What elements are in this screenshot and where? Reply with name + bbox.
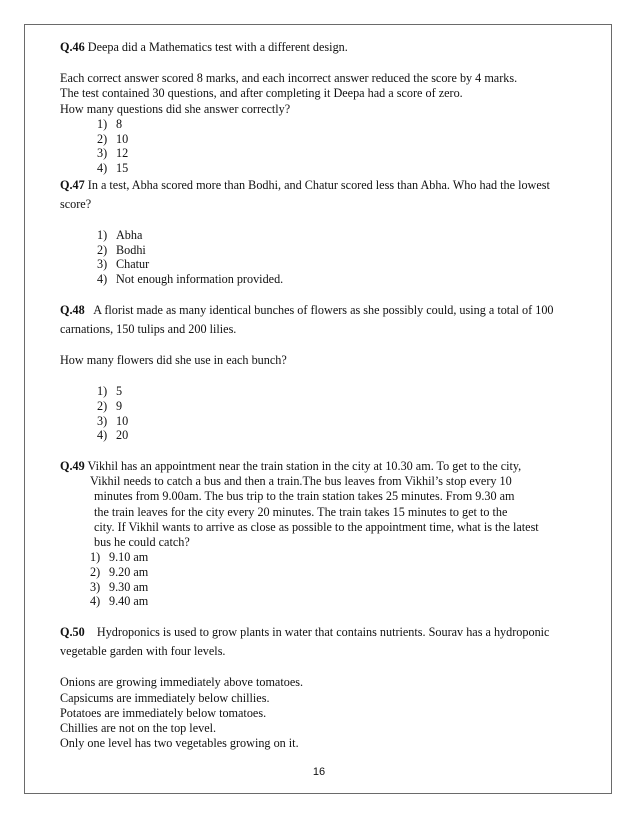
question-50-line: Only one level has two vegetables growing on it. xyxy=(60,736,299,751)
question-46-line: How many questions did she answer correctly? xyxy=(60,101,291,116)
question-number: Q.46 xyxy=(60,40,85,54)
question-text: A florist made as many identical bunches of flowers as she possibly could, using a total of 100 xyxy=(93,302,554,317)
option: 4) 9.40 am xyxy=(90,594,149,609)
question-49-line: city. If Vikhil wants to arrive as close as possible to the appointment time, what is the latest xyxy=(94,519,539,534)
option: 3) 12 xyxy=(97,146,129,161)
question-49-options xyxy=(90,550,590,609)
option: 3) 9.30 am xyxy=(90,579,149,594)
question-text: In a test, Abha scored more than Bodhi, and Chatur scored less than Abha. Who had the lowest xyxy=(87,177,550,192)
question-50-line: Potatoes are immediately below tomatoes. xyxy=(60,705,267,720)
question-47-options xyxy=(97,228,590,287)
question-50-line: Chillies are not on the top level. xyxy=(60,721,217,736)
question-50-stem xyxy=(60,625,590,640)
question-48-prompt: How many flowers did she use in each bunch? xyxy=(60,353,287,368)
question-46-line: The test contained 30 questions, and after completing it Deepa had a score of zero. xyxy=(60,86,463,101)
page-number: 16 xyxy=(312,766,326,778)
option: 2) 9.20 am xyxy=(90,564,149,579)
option: 1) 5 xyxy=(97,384,123,399)
question-50-line: Capsicums are immediately below chillies. xyxy=(60,690,270,705)
option: 3) Chatur xyxy=(97,257,150,272)
question-number: Q.47 xyxy=(60,177,85,192)
question-47-stem-cont: score? xyxy=(60,196,92,211)
question-number: Q.49 xyxy=(60,459,85,474)
question-48-stem xyxy=(60,303,590,318)
option: 1) 9.10 am xyxy=(90,550,149,565)
question-46-line: Each correct answer scored 8 marks, and each incorrect answer reduced the score by 4 marks. xyxy=(60,71,518,86)
question-47-stem xyxy=(60,178,590,193)
option: 4) 20 xyxy=(97,428,129,443)
question-49-stem xyxy=(60,459,590,474)
option: 2) Bodhi xyxy=(97,242,146,257)
question-50-stem-cont: vegetable garden with four levels. xyxy=(60,644,226,659)
question-49-body xyxy=(90,474,590,550)
question-48-stem-cont: carnations, 150 tulips and 200 lilies. xyxy=(60,321,237,336)
question-48-options xyxy=(97,384,590,443)
question-50-line: Onions are growing immediately above tomatoes. xyxy=(60,675,304,690)
page-content xyxy=(60,40,590,751)
question-number: Q.48 xyxy=(60,302,85,317)
question-49-line: the train leaves for the city every 20 minutes. The train takes 15 minutes to get to the xyxy=(94,504,508,519)
option: 4) 15 xyxy=(97,160,129,175)
question-49-line: bus he could catch? xyxy=(94,535,190,550)
question-46-options xyxy=(97,117,590,176)
question-49-line: Vikhil needs to catch a bus and then a train.The bus leaves from Vikhil’s stop every 10 xyxy=(90,474,512,489)
question-text: Deepa did a Mathematics test with a different design. xyxy=(87,40,348,54)
option: 3) 10 xyxy=(97,413,129,428)
option: 2) 9 xyxy=(97,399,123,414)
option: 1) 8 xyxy=(97,116,123,131)
question-text: Hydroponics is used to grow plants in water that contains nutrients. Sourav has a hydroponic xyxy=(96,625,550,640)
option: 4) Not enough information provided. xyxy=(97,272,284,287)
question-number: Q.50 xyxy=(60,625,85,640)
question-text: Vikhil has an appointment near the train station in the city at 10.30 am. To get to the city, xyxy=(87,459,522,474)
question-49-line: minutes from 9.00am. The bus trip to the train station takes 25 minutes. From 9.30 am xyxy=(94,489,515,504)
question-46-stem xyxy=(60,40,590,55)
option: 2) 10 xyxy=(97,131,129,146)
option: 1) Abha xyxy=(97,227,143,242)
